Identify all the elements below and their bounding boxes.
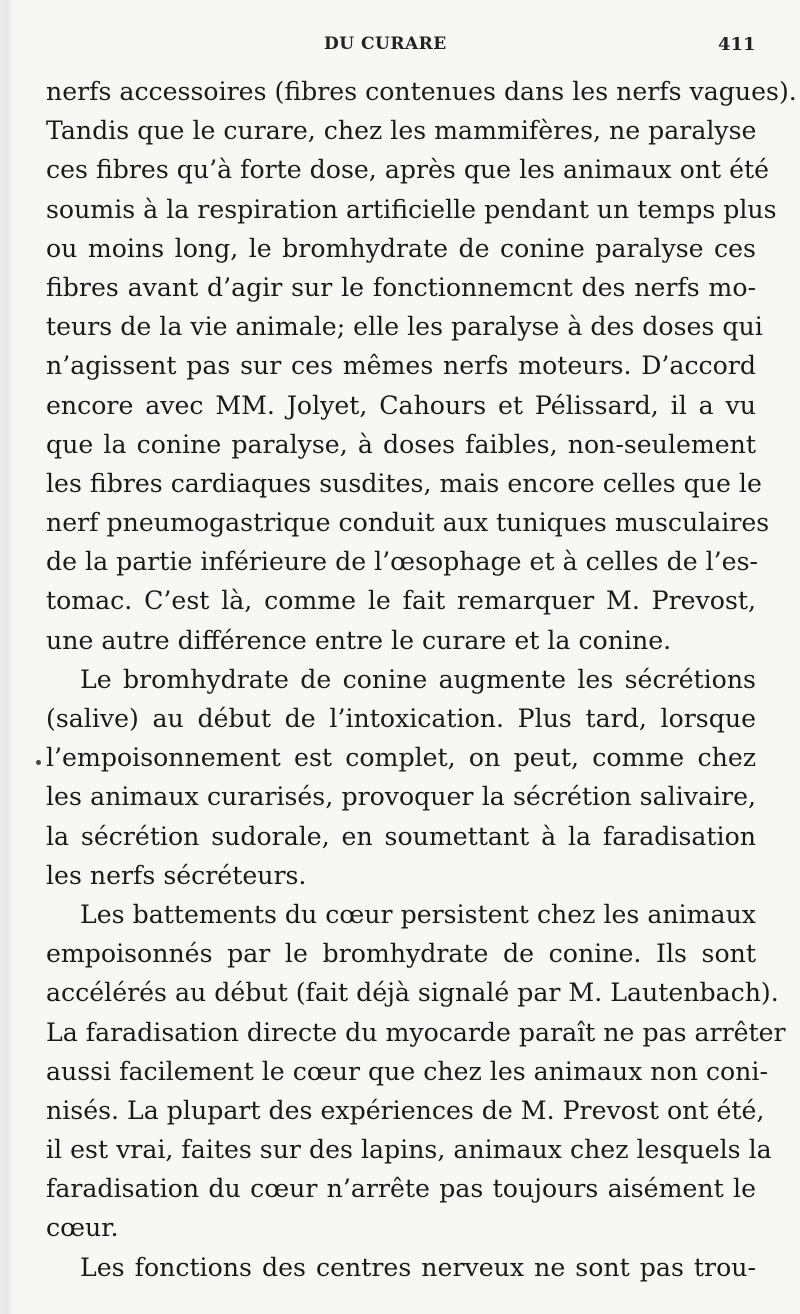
running-title: DU CURARE	[324, 34, 447, 54]
text-line: les nerfs sécréteurs.	[46, 860, 307, 890]
text-line: les animaux curarisés, provoquer la sécrétion salivaire,	[46, 782, 756, 812]
text-line: Les fonctions des centres nerveux ne sont pas trou-	[80, 1252, 756, 1282]
text-line: l’empoisonnement est complet, on peut, comme chez	[46, 743, 756, 773]
text-line: fibres avant d’agir sur le fonctionnemcnt des nerfs mo-	[46, 272, 756, 302]
text-line: cœur.	[46, 1213, 119, 1243]
text-line: n’agissent pas sur ces mêmes nerfs moteurs. D’accord	[46, 351, 756, 381]
text-line: encore avec MM. Jolyet, Cahours et Pélissard, il a vu	[46, 390, 756, 420]
body-text	[46, 72, 797, 1287]
text-line: nerfs accessoires (fibres contenues dans les nerfs vagues).	[46, 77, 797, 106]
text-line: une autre différence entre le curare et la conine.	[46, 625, 672, 655]
text-line: tomac. C’est là, comme le fait remarquer M. Prevost,	[46, 586, 756, 616]
text-line: accélérés au début (fait déjà signalé par M. Lautenbach).	[46, 978, 779, 1008]
text-line: la sécrétion sudorale, en soumettant à la faradisation	[46, 821, 756, 851]
text-line: de la partie inférieure de l’œsophage et à celles de l’es-	[46, 547, 759, 577]
text-line: les fibres cardiaques susdites, mais encore celles que le	[46, 468, 762, 498]
text-line: La faradisation directe du myocarde paraît ne pas arrêter	[46, 1017, 786, 1047]
text-line: soumis à la respiration artificielle pendant un temps plus	[46, 194, 777, 224]
page-number: 411	[718, 34, 756, 55]
text-line: il est vrai, faites sur des lapins, animaux chez lesquels la	[46, 1135, 772, 1165]
text-line: nerf pneumogastrique conduit aux tuniques musculaires	[46, 508, 770, 538]
text-line: que la conine paralyse, à doses faibles, non-seulement	[46, 429, 756, 459]
text-line: teurs de la vie animale; elle les paralyse à des doses qui	[46, 312, 763, 342]
text-line: empoisonnés par le bromhydrate de conine. Ils sont	[46, 939, 756, 969]
text-line: faradisation du cœur n’arrête pas toujours aisément le	[46, 1174, 756, 1204]
text-line: Les battements du cœur persistent chez les animaux	[80, 899, 756, 929]
text-line: ou moins long, le bromhydrate de conine paralyse ces	[46, 233, 756, 263]
text-line: ces fibres qu’à forte dose, après que les animaux ont été	[46, 155, 770, 185]
text-line: Tandis que le curare, chez les mammifères, ne paralyse	[46, 116, 757, 146]
text-line: (salive) au début de l’intoxication. Plus tard, lorsque	[46, 704, 756, 733]
text-line: nisés. La plupart des expériences de M. Prevost ont été,	[46, 1095, 765, 1125]
running-head	[0, 34, 800, 58]
text-line: Le bromhydrate de conine augmente les sécrétions	[80, 664, 756, 694]
text-line: aussi facilement le cœur que chez les animaux non coni-	[46, 1056, 768, 1086]
margin-mark	[36, 760, 41, 765]
